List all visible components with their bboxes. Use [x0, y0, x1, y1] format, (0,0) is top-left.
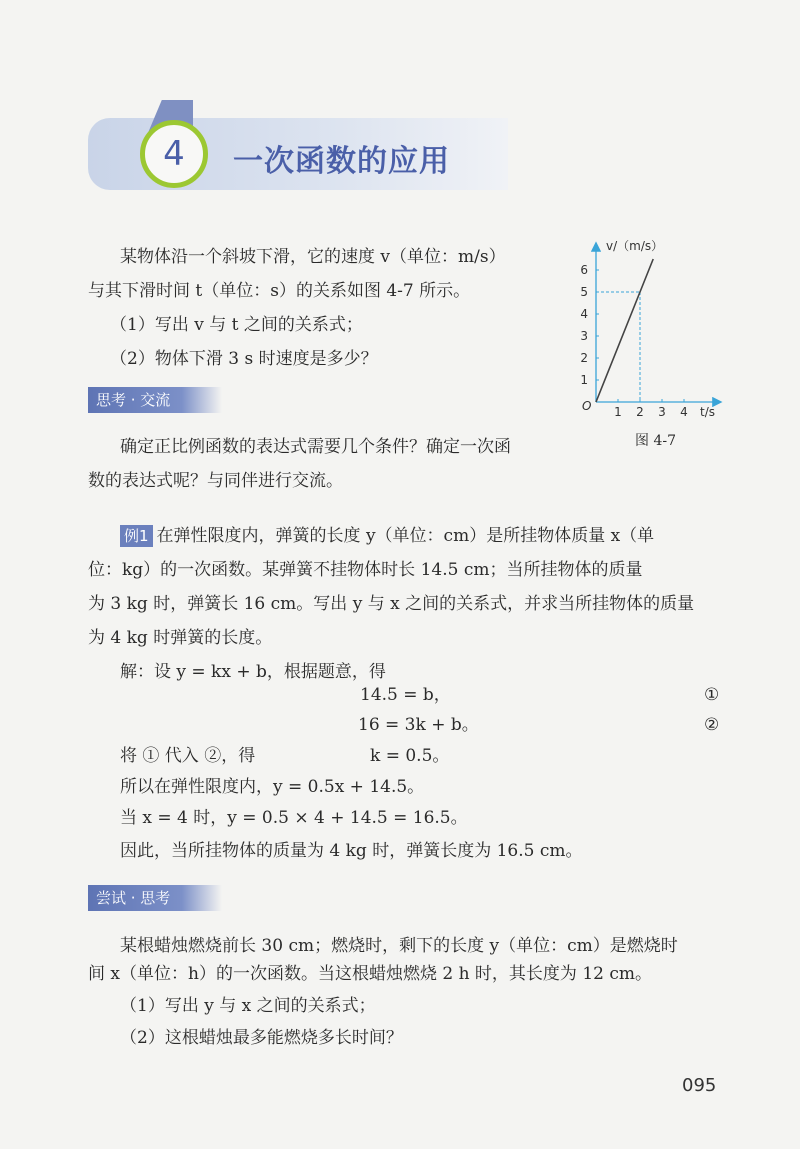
- series-line-v: [596, 259, 653, 402]
- example-line: 位：kg）的一次函数。某弹簧不挂物体时长 14.5 cm；当所挂物体的质量: [88, 560, 643, 580]
- y-tick-label: 3: [580, 329, 588, 343]
- equation-2-mark: ②: [704, 715, 720, 735]
- try-think-line: 间 x（单位：h）的一次函数。当这根蜡烛燃烧 2 h 时，其长度为 12 cm。: [88, 964, 652, 984]
- equation-1-mark: ①: [704, 685, 720, 705]
- example-badge: 例1: [120, 525, 153, 547]
- example-text: 在弹性限度内，弹簧的长度 y（单位：cm）是所挂物体质量 x（单: [156, 526, 655, 546]
- y-tick-label: 4: [580, 307, 588, 321]
- intro-question: （2）物体下滑 3 s 时速度是多少？: [110, 349, 378, 369]
- example-line: 为 3 kg 时，弹簧长 16 cm。写出 y 与 x 之间的关系式，并求当所挂物体的质量: [88, 594, 695, 614]
- substitution-text: 将 ① 代入 ②，得: [120, 746, 256, 766]
- x-tick-label: 3: [658, 405, 666, 419]
- solution-intro: 解：设 y = kx + b，根据题意，得: [120, 662, 386, 682]
- try-think-question: （1）写出 y 与 x 之间的关系式；: [120, 996, 376, 1016]
- velocity-time-graph: [570, 236, 730, 426]
- section-number: 4: [140, 120, 208, 188]
- try-think-line: 某根蜡烛燃烧前长 30 cm；燃烧时，剩下的长度 y（单位：cm）是燃烧时: [120, 936, 678, 956]
- solution-conclusion: 因此，当所挂物体的质量为 4 kg 时，弹簧长度为 16.5 cm。: [120, 841, 583, 861]
- try-think-header: 尝试 · 思考: [88, 885, 222, 911]
- page-number: 095: [682, 1075, 717, 1096]
- equation-2: 16 = 3k + b。: [358, 715, 479, 735]
- y-tick-label: 5: [580, 285, 588, 299]
- figure-caption: 图 4-7: [635, 433, 676, 449]
- y-axis-label: v/（m/s）: [606, 239, 664, 253]
- intro-line: 某物体沿一个斜坡下滑，它的速度 v（单位：m/s）: [120, 247, 506, 267]
- x-tick-label: 1: [614, 405, 622, 419]
- substitution-result: k = 0.5。: [370, 746, 450, 766]
- x-tick-label: 4: [680, 405, 688, 419]
- think-exchange-header: 思考 · 交流: [88, 387, 222, 413]
- try-think-question: （2）这根蜡烛最多能燃烧多长时间？: [120, 1028, 403, 1048]
- think-exchange-line: 数的表达式呢？与同伴进行交流。: [88, 471, 343, 491]
- solution-line: 当 x = 4 时，y = 0.5 × 4 + 14.5 = 16.5。: [120, 808, 468, 828]
- y-tick-label: 2: [580, 351, 588, 365]
- origin-label: O: [582, 399, 592, 413]
- y-tick-label: 6: [580, 263, 588, 277]
- intro-line: 与其下滑时间 t（单位：s）的关系如图 4-7 所示。: [88, 281, 471, 301]
- x-axis-label: t/s: [700, 405, 715, 419]
- section-title: 一次函数的应用: [233, 144, 450, 179]
- example-line: 为 4 kg 时弹簧的长度。: [88, 628, 273, 648]
- x-tick-label: 2: [636, 405, 644, 419]
- think-exchange-line: 确定正比例函数的表达式需要几个条件？确定一次函: [120, 437, 511, 457]
- equation-1: 14.5 = b，: [360, 685, 451, 705]
- solution-line: 所以在弹性限度内，y = 0.5x + 14.5。: [120, 777, 425, 797]
- example-line: [120, 525, 654, 547]
- intro-question: （1）写出 v 与 t 之间的关系式；: [110, 315, 363, 335]
- y-tick-label: 1: [580, 373, 588, 387]
